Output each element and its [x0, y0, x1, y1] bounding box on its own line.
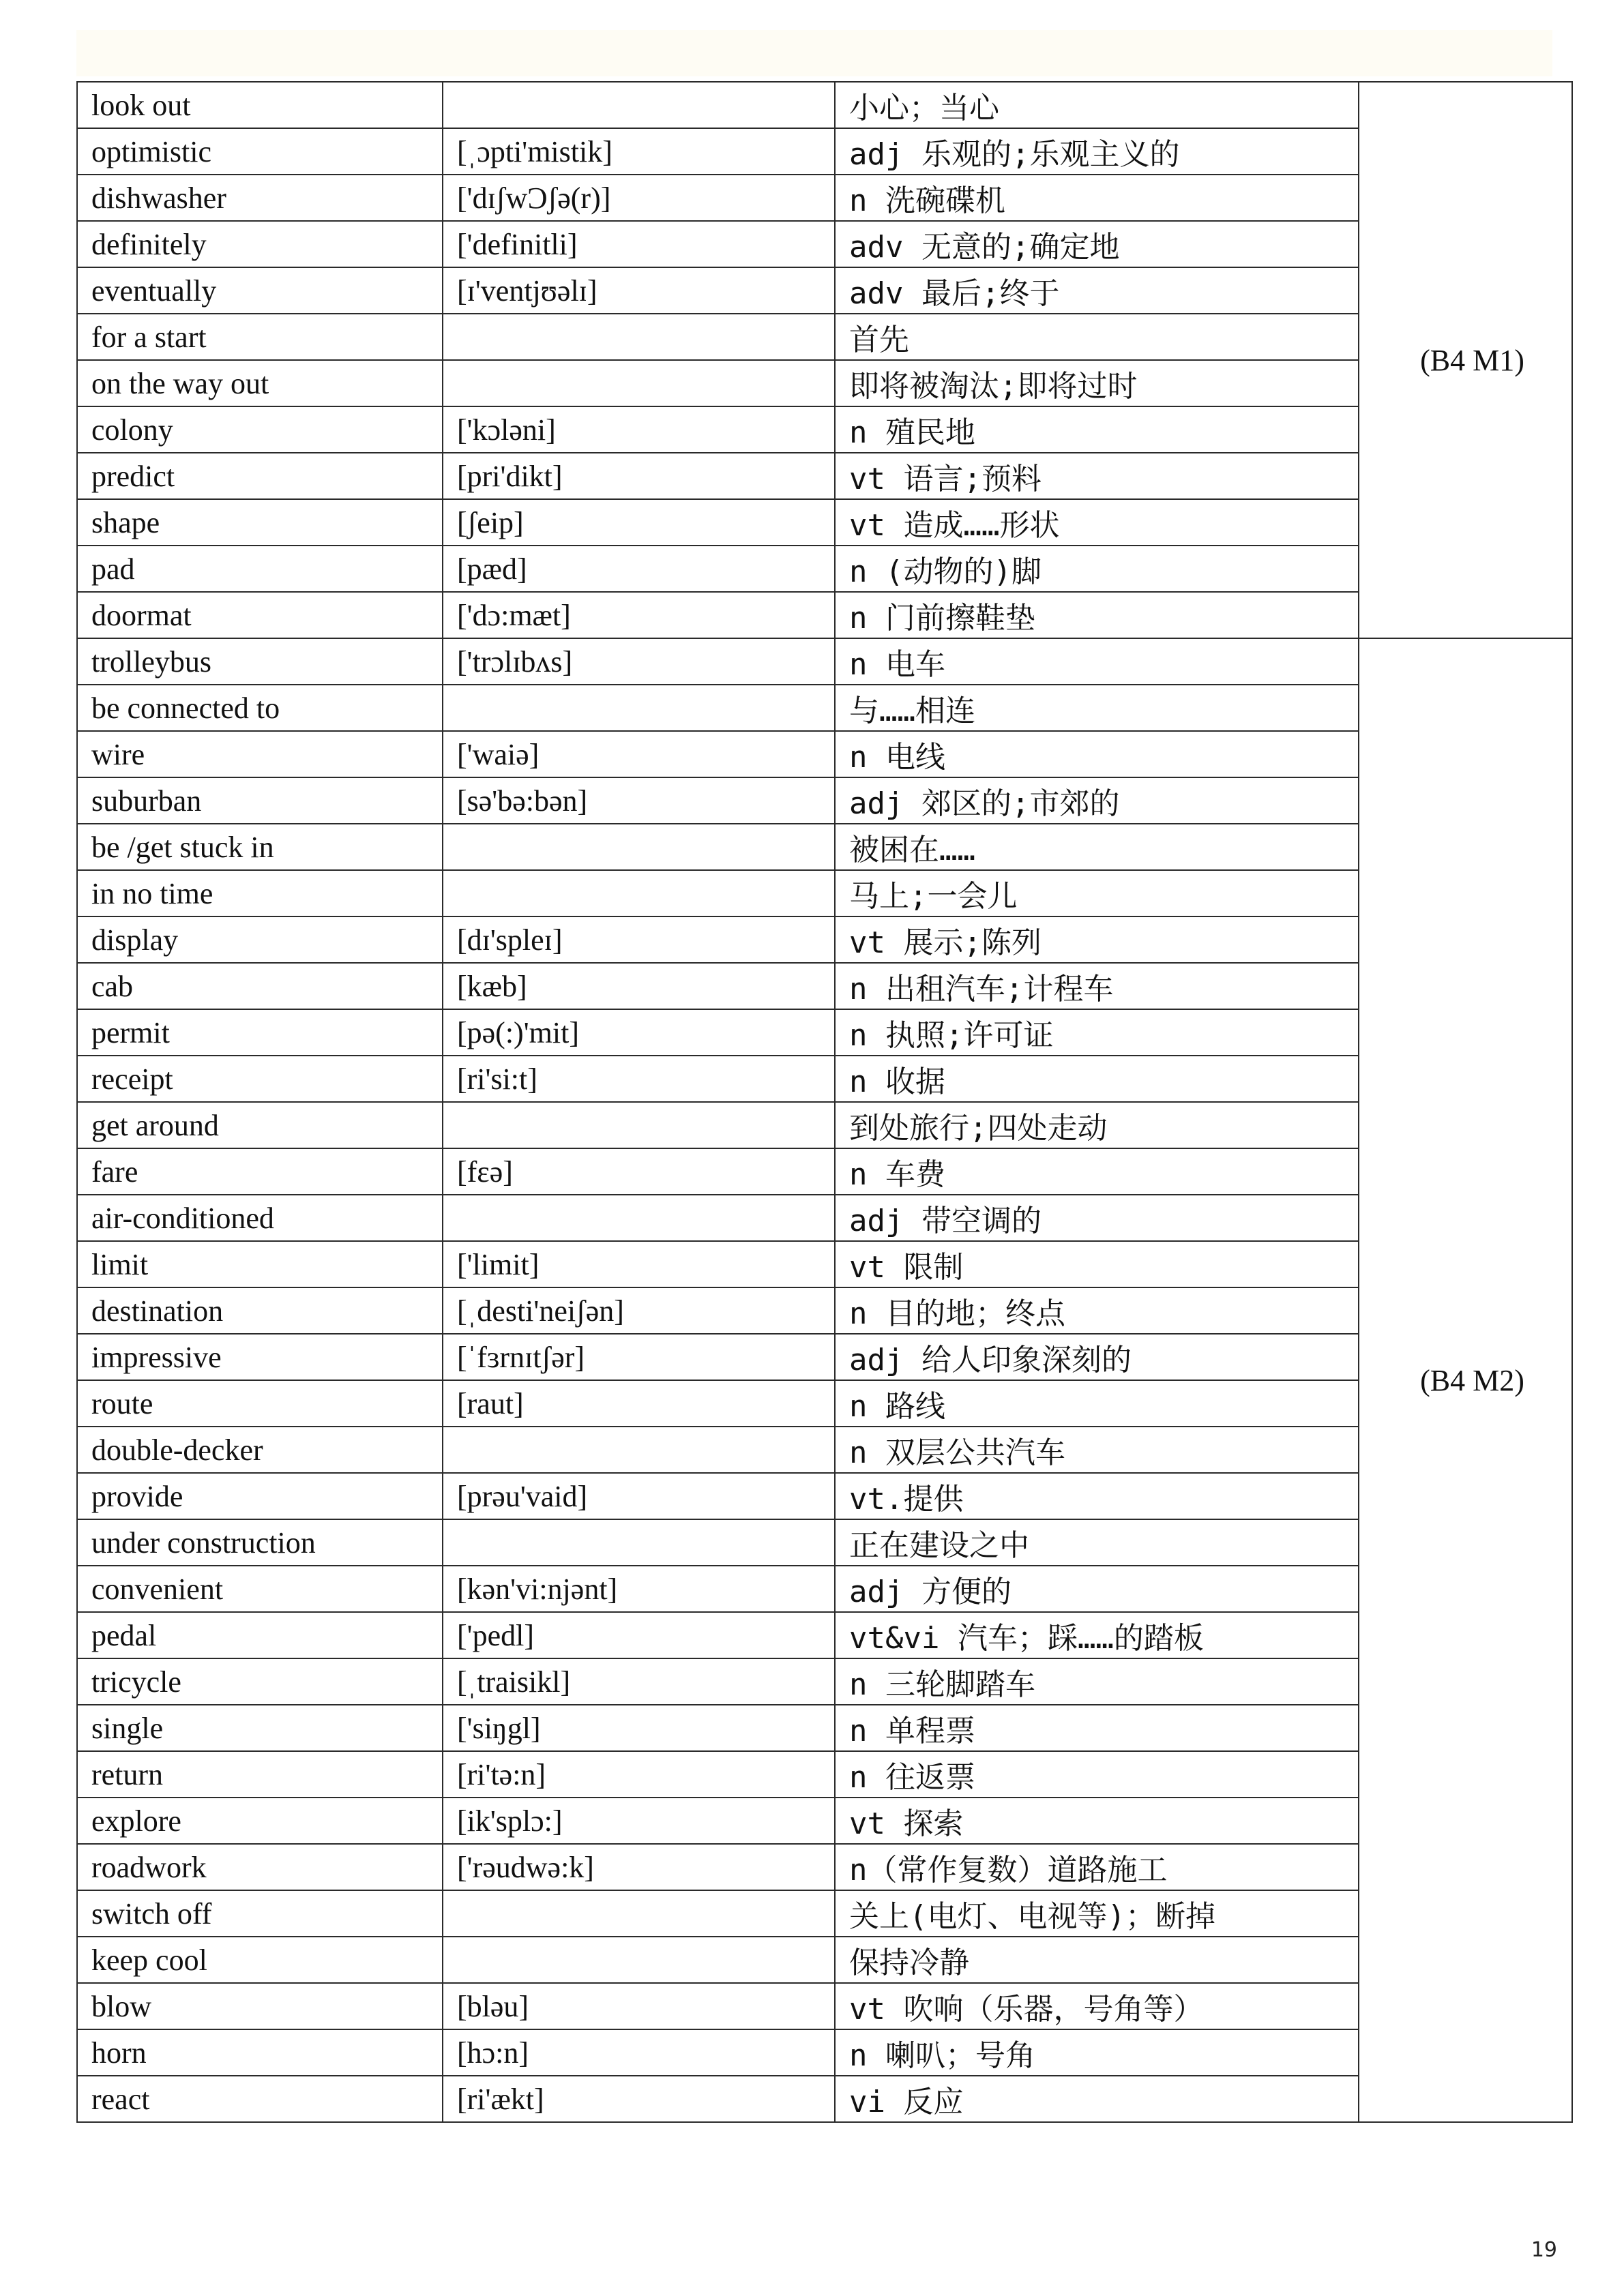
meaning-cell: n 喇叭；号角 — [835, 2029, 1359, 2076]
meaning-cell: n（常作复数）道路施工 — [835, 1844, 1359, 1890]
table-row — [77, 777, 1572, 824]
word-cell: tricycle — [77, 1658, 443, 1705]
table-row — [77, 1102, 1572, 1148]
table-row — [77, 1380, 1572, 1427]
meaning-cell: n 洗碗碟机 — [835, 175, 1359, 221]
word-cell: cab — [77, 963, 443, 1009]
phonetic-cell: [ˈfɜrnɪtʃər] — [443, 1334, 835, 1380]
word-cell: provide — [77, 1473, 443, 1519]
meaning-cell: 关上(电灯、电视等)；断掉 — [835, 1890, 1359, 1937]
word-cell: wire — [77, 731, 443, 777]
phonetic-cell — [443, 1937, 835, 1983]
phonetic-cell: [dɪ'spleɪ] — [443, 916, 835, 963]
table-row — [77, 916, 1572, 963]
phonetic-cell: [kən'vi:njənt] — [443, 1566, 835, 1612]
word-cell: predict — [77, 453, 443, 499]
meaning-cell: adv 最后;终于 — [835, 267, 1359, 314]
table-row — [77, 870, 1572, 916]
table-row — [77, 1473, 1572, 1519]
word-cell: on the way out — [77, 360, 443, 406]
meaning-cell: n 收据 — [835, 1056, 1359, 1102]
meaning-cell: n 车费 — [835, 1148, 1359, 1195]
table-row — [77, 1844, 1572, 1890]
word-cell: dishwasher — [77, 175, 443, 221]
table-row — [77, 1705, 1572, 1751]
word-cell: pad — [77, 546, 443, 592]
word-cell: in no time — [77, 870, 443, 916]
table-row — [77, 1287, 1572, 1334]
meaning-cell: adv 无意的;确定地 — [835, 221, 1359, 267]
phonetic-cell: [ˌɔpti'mistik] — [443, 128, 835, 175]
page-header-band — [76, 30, 1552, 76]
table-row — [77, 499, 1572, 546]
word-cell: impressive — [77, 1334, 443, 1380]
table-row — [77, 314, 1572, 360]
word-cell: colony — [77, 406, 443, 453]
word-cell: return — [77, 1751, 443, 1798]
meaning-cell: vt 造成……形状 — [835, 499, 1359, 546]
word-cell: react — [77, 2076, 443, 2122]
meaning-cell: vi 反应 — [835, 2076, 1359, 2122]
phonetic-cell: ['dɔ:mæt] — [443, 592, 835, 638]
phonetic-cell — [443, 82, 835, 128]
meaning-cell: n (动物的)脚 — [835, 546, 1359, 592]
meaning-cell: vt 探索 — [835, 1798, 1359, 1844]
meaning-cell: adj 乐观的;乐观主义的 — [835, 128, 1359, 175]
meaning-cell: vt 限制 — [835, 1241, 1359, 1287]
meaning-cell: vt&vi 汽车；踩……的踏板 — [835, 1612, 1359, 1658]
word-cell: look out — [77, 82, 443, 128]
word-cell: roadwork — [77, 1844, 443, 1890]
table-row — [77, 360, 1572, 406]
table-row — [77, 267, 1572, 314]
phonetic-cell: ['limit] — [443, 1241, 835, 1287]
word-cell: switch off — [77, 1890, 443, 1937]
table-row — [77, 1658, 1572, 1705]
table-row — [77, 1195, 1572, 1241]
table-row — [77, 1751, 1572, 1798]
table-row — [77, 1890, 1572, 1937]
meaning-cell: 到处旅行;四处走动 — [835, 1102, 1359, 1148]
word-cell: convenient — [77, 1566, 443, 1612]
table-row — [77, 546, 1572, 592]
meaning-cell: adj 方便的 — [835, 1566, 1359, 1612]
word-cell: for a start — [77, 314, 443, 360]
phonetic-cell: [pri'dikt] — [443, 453, 835, 499]
phonetic-cell: [raut] — [443, 1380, 835, 1427]
meaning-cell: vt 吹响（乐器，号角等） — [835, 1983, 1359, 2029]
meaning-cell: 马上;一会儿 — [835, 870, 1359, 916]
meaning-cell: n 电车 — [835, 638, 1359, 685]
word-cell: suburban — [77, 777, 443, 824]
word-cell: display — [77, 916, 443, 963]
meaning-cell: vt 语言;预料 — [835, 453, 1359, 499]
word-cell: doormat — [77, 592, 443, 638]
meaning-cell: n 殖民地 — [835, 406, 1359, 453]
meaning-cell: n 目的地；终点 — [835, 1287, 1359, 1334]
word-cell: shape — [77, 499, 443, 546]
word-cell: explore — [77, 1798, 443, 1844]
word-cell: under construction — [77, 1519, 443, 1566]
word-cell: definitely — [77, 221, 443, 267]
page-number: 19 — [1531, 2238, 1557, 2262]
table-row — [77, 406, 1572, 453]
word-cell: single — [77, 1705, 443, 1751]
meaning-cell: n 单程票 — [835, 1705, 1359, 1751]
phonetic-cell — [443, 314, 835, 360]
table-row — [77, 221, 1572, 267]
table-row — [77, 1056, 1572, 1102]
word-cell: fare — [77, 1148, 443, 1195]
meaning-cell: 首先 — [835, 314, 1359, 360]
phonetic-cell: [ik'splɔ:] — [443, 1798, 835, 1844]
table-row — [77, 1937, 1572, 1983]
table-row — [77, 175, 1572, 221]
meaning-cell: 保持冷静 — [835, 1937, 1359, 1983]
phonetic-cell — [443, 1427, 835, 1473]
phonetic-cell — [443, 1195, 835, 1241]
phonetic-cell: ['waiə] — [443, 731, 835, 777]
meaning-cell: n 电线 — [835, 731, 1359, 777]
phonetic-cell: [pə(:)'mit] — [443, 1009, 835, 1056]
meaning-cell: 与……相连 — [835, 685, 1359, 731]
phonetic-cell: [ˌtraisikl] — [443, 1658, 835, 1705]
phonetic-cell: [ri'tə:n] — [443, 1751, 835, 1798]
phonetic-cell: ['rəudwə:k] — [443, 1844, 835, 1890]
phonetic-cell: [ʃeip] — [443, 499, 835, 546]
phonetic-cell: ['siŋgl] — [443, 1705, 835, 1751]
table-row — [77, 1009, 1572, 1056]
meaning-cell: vt.提供 — [835, 1473, 1359, 1519]
table-row — [77, 1566, 1572, 1612]
table-row — [77, 1241, 1572, 1287]
phonetic-cell: [ri'ækt] — [443, 2076, 835, 2122]
meaning-cell: 即将被淘汰;即将过时 — [835, 360, 1359, 406]
meaning-cell: n 双层公共汽车 — [835, 1427, 1359, 1473]
table-row — [77, 824, 1572, 870]
unit-label-cell: (B4 M2) — [1359, 638, 1572, 2122]
meaning-cell: adj 郊区的;市郊的 — [835, 777, 1359, 824]
table-row — [77, 638, 1572, 685]
vocabulary-table — [76, 81, 1573, 2123]
phonetic-cell: [pæd] — [443, 546, 835, 592]
phonetic-cell — [443, 1519, 835, 1566]
phonetic-cell — [443, 1102, 835, 1148]
table-row — [77, 128, 1572, 175]
phonetic-cell: [prəu'vaid] — [443, 1473, 835, 1519]
word-cell: air-conditioned — [77, 1195, 443, 1241]
phonetic-cell: ['pedl] — [443, 1612, 835, 1658]
phonetic-cell — [443, 360, 835, 406]
table-row — [77, 685, 1572, 731]
table-row — [77, 1798, 1572, 1844]
word-cell: route — [77, 1380, 443, 1427]
table-row — [77, 1334, 1572, 1380]
table-row — [77, 453, 1572, 499]
word-cell: permit — [77, 1009, 443, 1056]
phonetic-cell: ['dɪʃwƆʃə(r)] — [443, 175, 835, 221]
meaning-cell: 被困在…… — [835, 824, 1359, 870]
meaning-cell: adj 带空调的 — [835, 1195, 1359, 1241]
meaning-cell: 小心；当心 — [835, 82, 1359, 128]
meaning-cell: n 出租汽车;计程车 — [835, 963, 1359, 1009]
phonetic-cell: ['definitli] — [443, 221, 835, 267]
word-cell: be connected to — [77, 685, 443, 731]
phonetic-cell: [fɛə] — [443, 1148, 835, 1195]
phonetic-cell — [443, 870, 835, 916]
word-cell: pedal — [77, 1612, 443, 1658]
word-cell: optimistic — [77, 128, 443, 175]
table-row — [77, 1519, 1572, 1566]
phonetic-cell: [kæb] — [443, 963, 835, 1009]
unit-label-cell: (B4 M1) — [1359, 82, 1572, 638]
table-row — [77, 592, 1572, 638]
phonetic-cell: [bləu] — [443, 1983, 835, 2029]
phonetic-cell: [sə'bə:bən] — [443, 777, 835, 824]
phonetic-cell: [hɔ:n] — [443, 2029, 835, 2076]
table-row — [77, 731, 1572, 777]
phonetic-cell: ['trɔlɪbʌs] — [443, 638, 835, 685]
vocabulary-table-body — [77, 82, 1572, 2122]
meaning-cell: n 三轮脚踏车 — [835, 1658, 1359, 1705]
phonetic-cell — [443, 685, 835, 731]
meaning-cell: n 路线 — [835, 1380, 1359, 1427]
word-cell: be /get stuck in — [77, 824, 443, 870]
table-row — [77, 1612, 1572, 1658]
word-cell: receipt — [77, 1056, 443, 1102]
table-row — [77, 2029, 1572, 2076]
table-row — [77, 1148, 1572, 1195]
word-cell: limit — [77, 1241, 443, 1287]
word-cell: blow — [77, 1983, 443, 2029]
table-row — [77, 82, 1572, 128]
word-cell: destination — [77, 1287, 443, 1334]
word-cell: horn — [77, 2029, 443, 2076]
meaning-cell: vt 展示;陈列 — [835, 916, 1359, 963]
table-row — [77, 963, 1572, 1009]
phonetic-cell: [ri'si:t] — [443, 1056, 835, 1102]
word-cell: double-decker — [77, 1427, 443, 1473]
phonetic-cell: [ɪ'ventjʊəlɪ] — [443, 267, 835, 314]
word-cell: keep cool — [77, 1937, 443, 1983]
meaning-cell: n 门前擦鞋垫 — [835, 592, 1359, 638]
word-cell: eventually — [77, 267, 443, 314]
table-row — [77, 2076, 1572, 2122]
table-row — [77, 1427, 1572, 1473]
phonetic-cell: [ˌdesti'neiʃən] — [443, 1287, 835, 1334]
meaning-cell: n 往返票 — [835, 1751, 1359, 1798]
word-cell: get around — [77, 1102, 443, 1148]
table-row — [77, 1983, 1572, 2029]
phonetic-cell — [443, 1890, 835, 1937]
meaning-cell: n 执照;许可证 — [835, 1009, 1359, 1056]
word-cell: trolleybus — [77, 638, 443, 685]
meaning-cell: 正在建设之中 — [835, 1519, 1359, 1566]
phonetic-cell: ['kɔləni] — [443, 406, 835, 453]
meaning-cell: adj 给人印象深刻的 — [835, 1334, 1359, 1380]
phonetic-cell — [443, 824, 835, 870]
